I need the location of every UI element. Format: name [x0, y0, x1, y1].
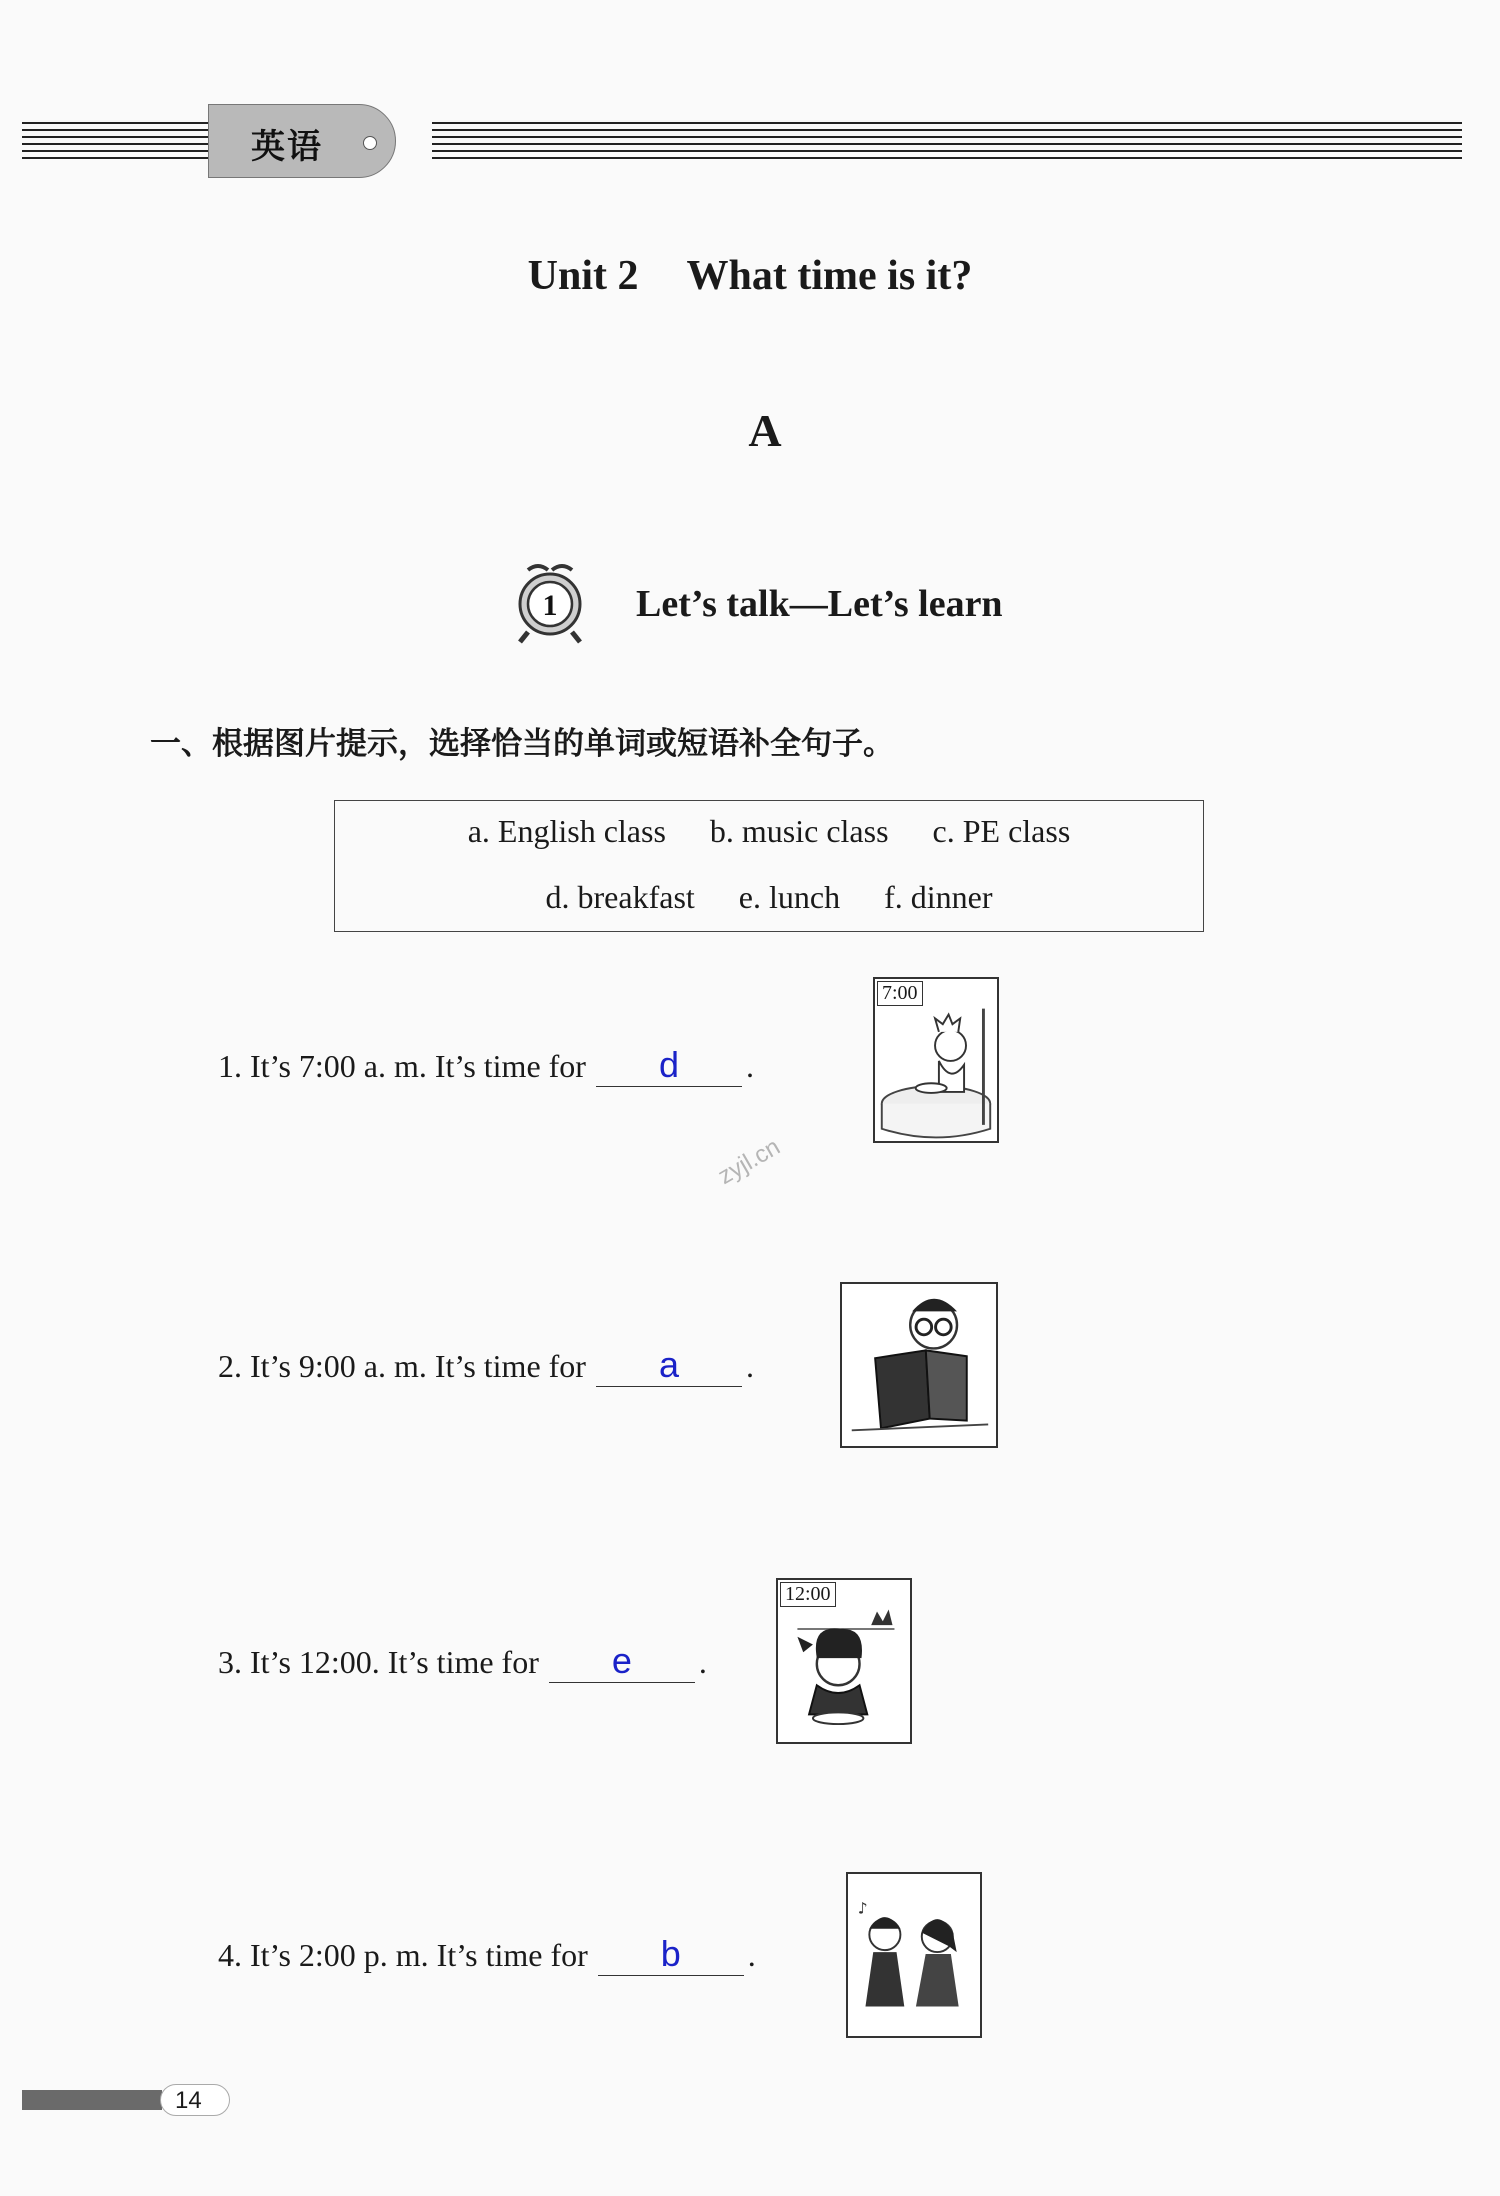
- tab-dot-icon: [363, 136, 377, 150]
- answer-blank[interactable]: [596, 1044, 742, 1087]
- word-bank-row: [335, 879, 1203, 916]
- word-bank-box: [334, 800, 1204, 932]
- footer-bar: [22, 2090, 162, 2110]
- question-1: 1. It’s 7:00 a. m. It’s time for d .: [218, 1044, 754, 1085]
- alarm-clock-icon: [512, 560, 588, 644]
- question-text: 3. It’s 12:00. It’s time for: [218, 1644, 539, 1680]
- english-class-picture: [840, 1282, 998, 1448]
- question-2: 2. It’s 9:00 a. m. It’s time for a .: [218, 1344, 754, 1385]
- svg-text:♪: ♪: [857, 1899, 868, 1918]
- option-a: a. English class: [467, 813, 666, 849]
- unit-number: Unit 2: [527, 253, 639, 299]
- header-rule-left: [22, 122, 212, 166]
- answer-blank[interactable]: [598, 1933, 744, 1976]
- question-3: 3. It’s 12:00. It’s time for e .: [218, 1640, 707, 1681]
- subject-tab: [208, 104, 396, 178]
- option-b: b. music class: [709, 813, 889, 849]
- option-e: e. lunch: [738, 879, 841, 915]
- lesson-title: Let’s talk—Let’s learn: [636, 583, 1003, 625]
- question-4: 4. It’s 2:00 p. m. It’s time for b .: [218, 1933, 756, 1974]
- option-c: c. PE class: [932, 813, 1071, 849]
- option-f: f. dinner: [884, 879, 993, 915]
- word-bank-row: [335, 813, 1203, 850]
- unit-title: [0, 252, 1500, 300]
- page-number: 14: [175, 2087, 202, 2114]
- option-d: d. breakfast: [545, 879, 695, 915]
- answer-text: a: [658, 1344, 679, 1385]
- breakfast-picture: [873, 977, 999, 1143]
- question-text: 2. It’s 9:00 a. m. It’s time for: [218, 1348, 586, 1384]
- question-text: 1. It’s 7:00 a. m. It’s time for: [218, 1048, 586, 1084]
- clock-time-tag: 12:00: [780, 1582, 836, 1607]
- clock-time-tag: 7:00: [877, 981, 923, 1006]
- answer-text: d: [658, 1044, 679, 1085]
- answer-text: b: [660, 1933, 681, 1974]
- music-class-picture: [846, 1872, 982, 2038]
- section-letter: A: [748, 405, 782, 456]
- exercise-instruction: 一、根据图片提示，选择恰当的单词或短语补全句子。: [150, 726, 894, 762]
- answer-text: e: [611, 1640, 632, 1681]
- header-rule-right: [432, 122, 1462, 166]
- watermark: zyjl.cn: [713, 1133, 785, 1190]
- question-text: 4. It’s 2:00 p. m. It’s time for: [218, 1937, 588, 1973]
- unit-name: What time is it?: [686, 253, 973, 299]
- answer-blank[interactable]: [549, 1640, 695, 1683]
- answer-blank[interactable]: [596, 1344, 742, 1387]
- subject-label: 英语: [251, 127, 323, 167]
- lesson-number: 1: [542, 589, 558, 622]
- page-number-tab: [160, 2084, 230, 2116]
- lunch-picture: [776, 1578, 912, 1744]
